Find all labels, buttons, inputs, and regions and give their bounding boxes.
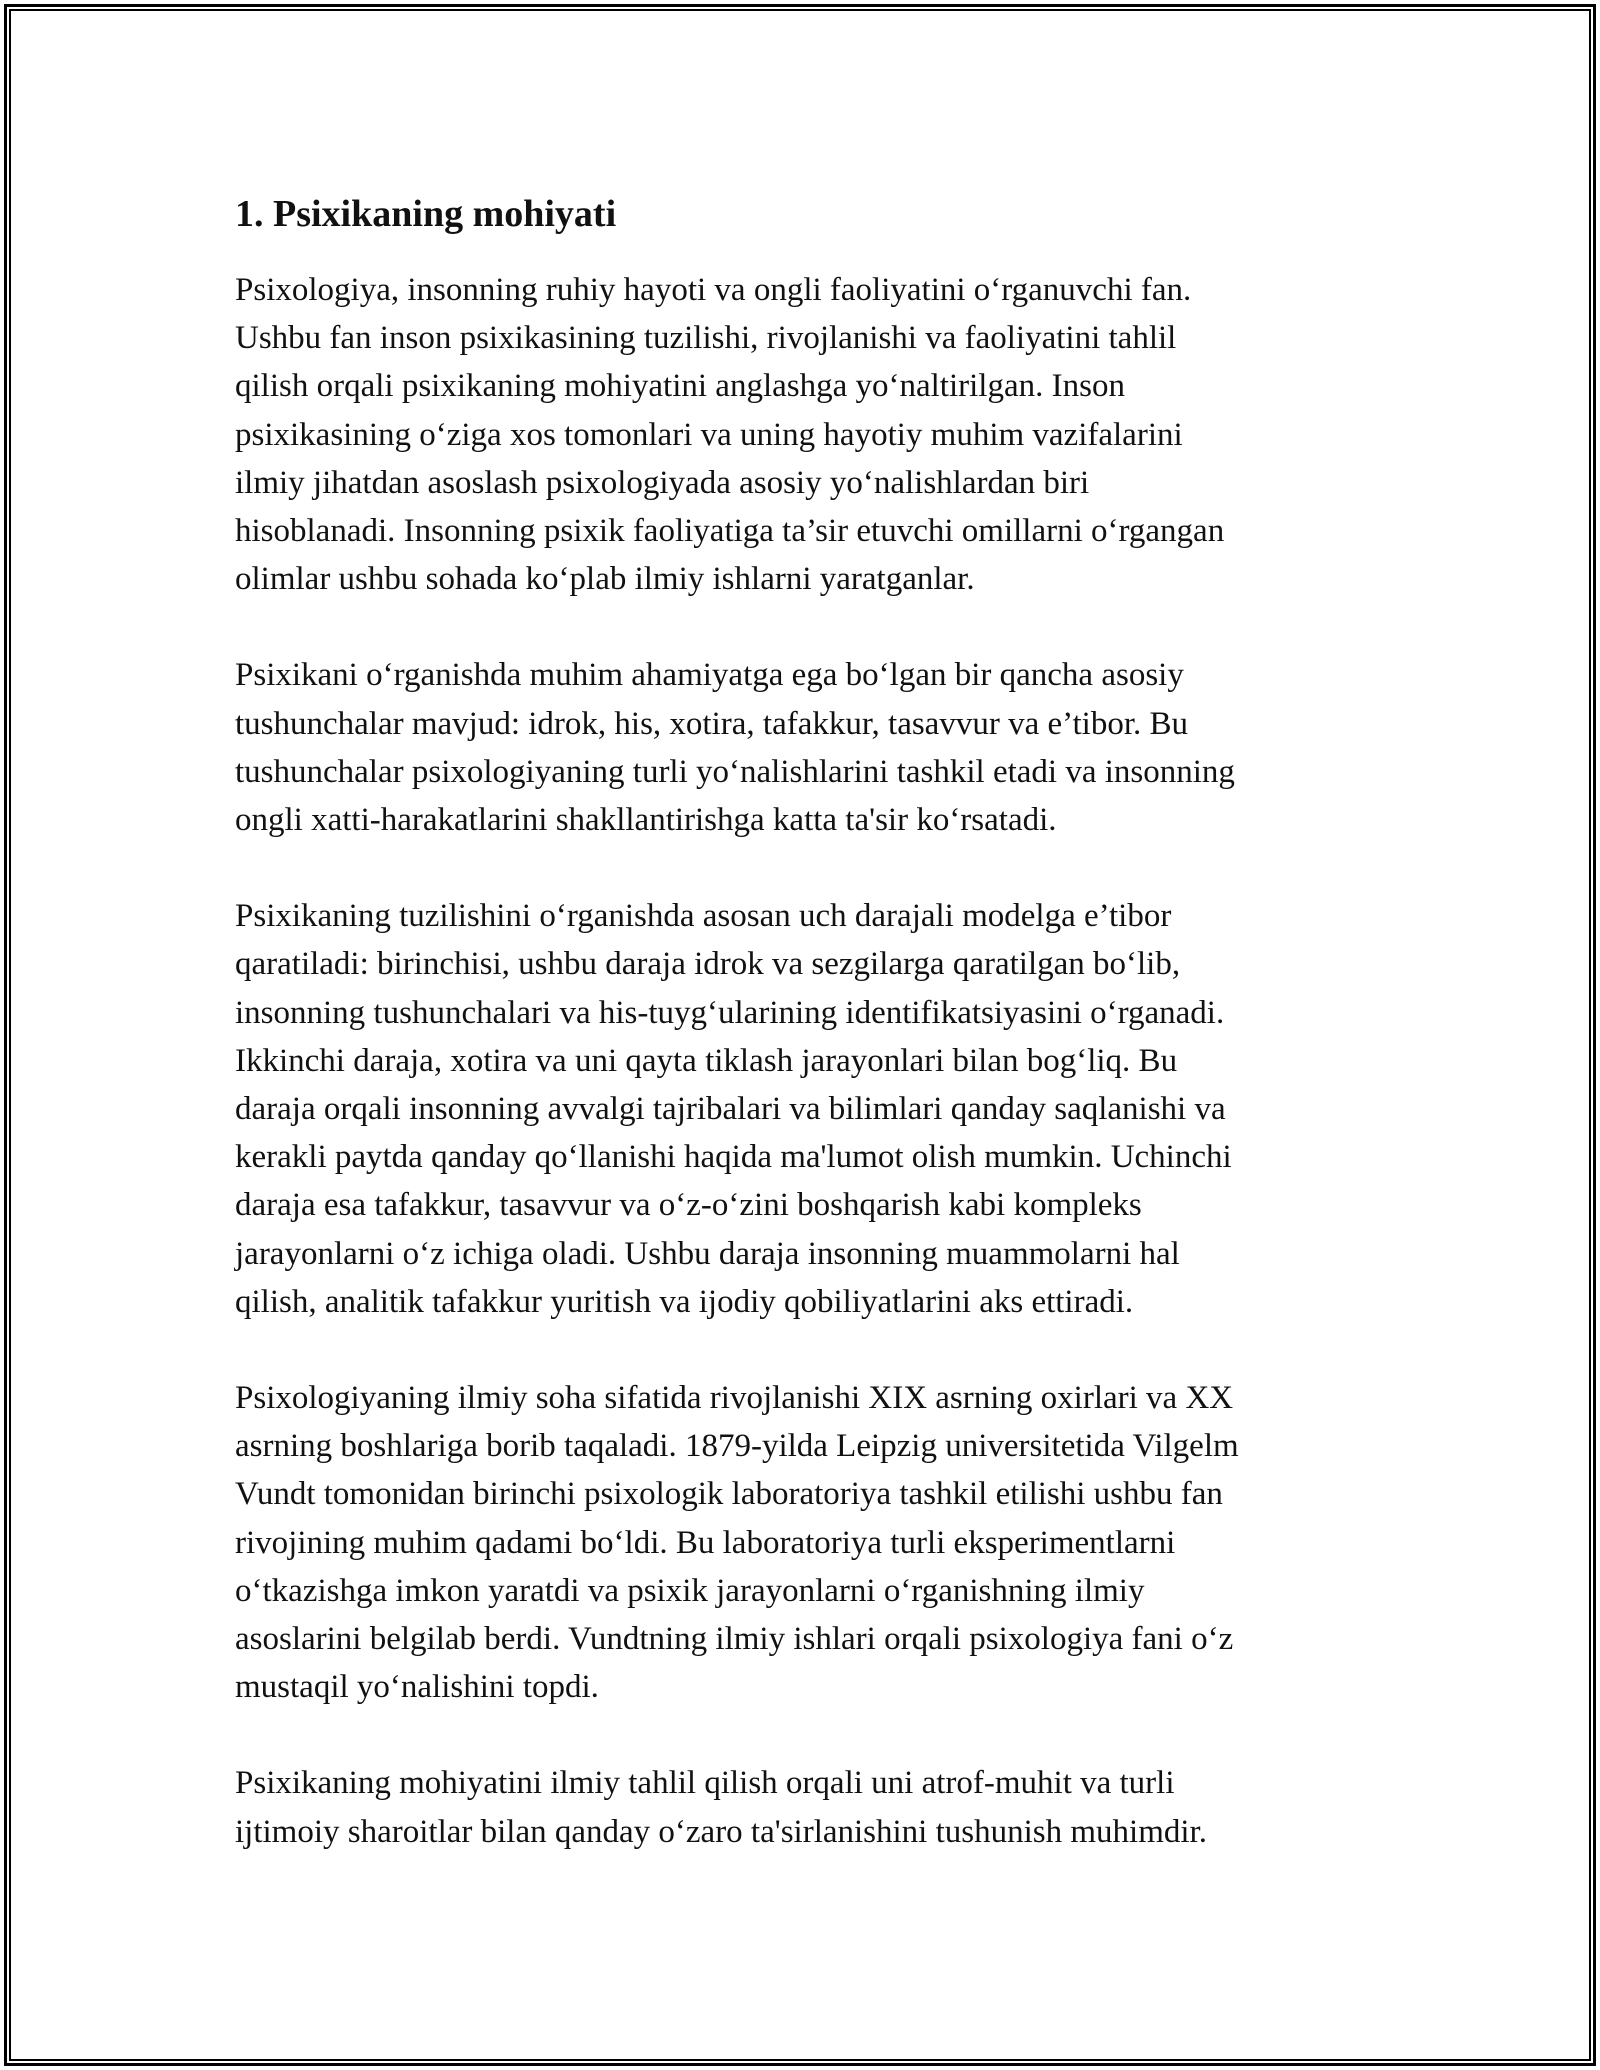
paragraph-2: Psixikani o‘rganishda muhim ahamiyatga ega bo‘lgan bir qancha asosiy tushunchalar mavjud: idrok, his, xotira, tafakkur, tasavvur va e’tibor. Bu tushunchalar psixologiyaning turli yo‘nalishlarini tashkil etadi va insonning ongli xatti-harakatlarini shakllantirishga katta ta'sir ko‘rsatadi. <box>235 657 1235 839</box>
paragraph-1: Psixologiya, insonning ruhiy hayoti va ongli faoliyatini o‘rganuvchi fan. Ushbu fan inson psixikasining tuzilishi, rivojlanishi va faoliyatini tahlil qilish orqali psixikaning mohiyatini anglashga yo‘naltirilgan. Inson psixikasining o‘ziga xos tomonlari va uning hayotiy muhim vazifalarini ilmiy jihatdan asoslash psixologiyada asosiy yo‘nalishlardan biri hisoblanadi. Insonning psixik faoliyatiga ta’sir etuvchi omillarni o‘rgangan olimlar ushbu sohada ko‘plab ilmiy ishlarni yaratganlar. <box>235 272 1225 598</box>
paragraph-5: Psixikaning mohiyatini ilmiy tahlil qilish orqali uni atrof-muhit va turli ijtimoiy sharoitlar bilan qanday o‘zaro ta'sirlanishini tushunish muhimdir. <box>235 1765 1207 1850</box>
section-heading: 1. Psixikaning mohiyati <box>235 193 617 235</box>
paragraph-4: Psixologiyaning ilmiy soha sifatida rivojlanishi XIX asrning oxirlari va XX asrning boshlariga borib taqaladi. 1879-yilda Leipzig universitetida Vilgelm Vundt tomonidan birinchi psixologik laboratoriya tashkil etilishi ushbu fan rivojining muhim qadami bo‘ldi. Bu laboratoriya turli eksperimentlarni o‘tkazishga imkon yaratdi va psixik jarayonlarni o‘rganishning ilmiy asoslarini belgilab berdi. Vundtning ilmiy ishlari orqali psixologiya fani o‘z mustaqil yo‘nalishini topdi. <box>235 1380 1239 1706</box>
document-body <box>235 186 1375 1904</box>
paragraph-3: Psixikaning tuzilishini o‘rganishda asosan uch darajali modelga e’tibor qaratiladi: birinchisi, ushbu daraja idrok va sezgilarga qaratilgan bo‘lib, insonning tushunchalari va his-tuyg‘ularining identifikatsiyasini o‘rganadi. Ikkinchi daraja, xotira va uni qayta tiklash jarayonlari bilan bog‘liq. Bu daraja orqali insonning avvalgi tajribalari va bilimlari qanday saqlanishi va kerakli paytda qanday qo‘llanishi haqida ma'lumot olish mumkin. Uchinchi daraja esa tafakkur, tasavvur va o‘z-o‘zini boshqarish kabi kompleks jarayonlarni o‘z ichiga oladi. Ushbu daraja insonning muammolarni hal qilish, analitik tafakkur yuritish va ijodiy qobiliyatlarini aks ettiradi. <box>235 898 1232 1320</box>
